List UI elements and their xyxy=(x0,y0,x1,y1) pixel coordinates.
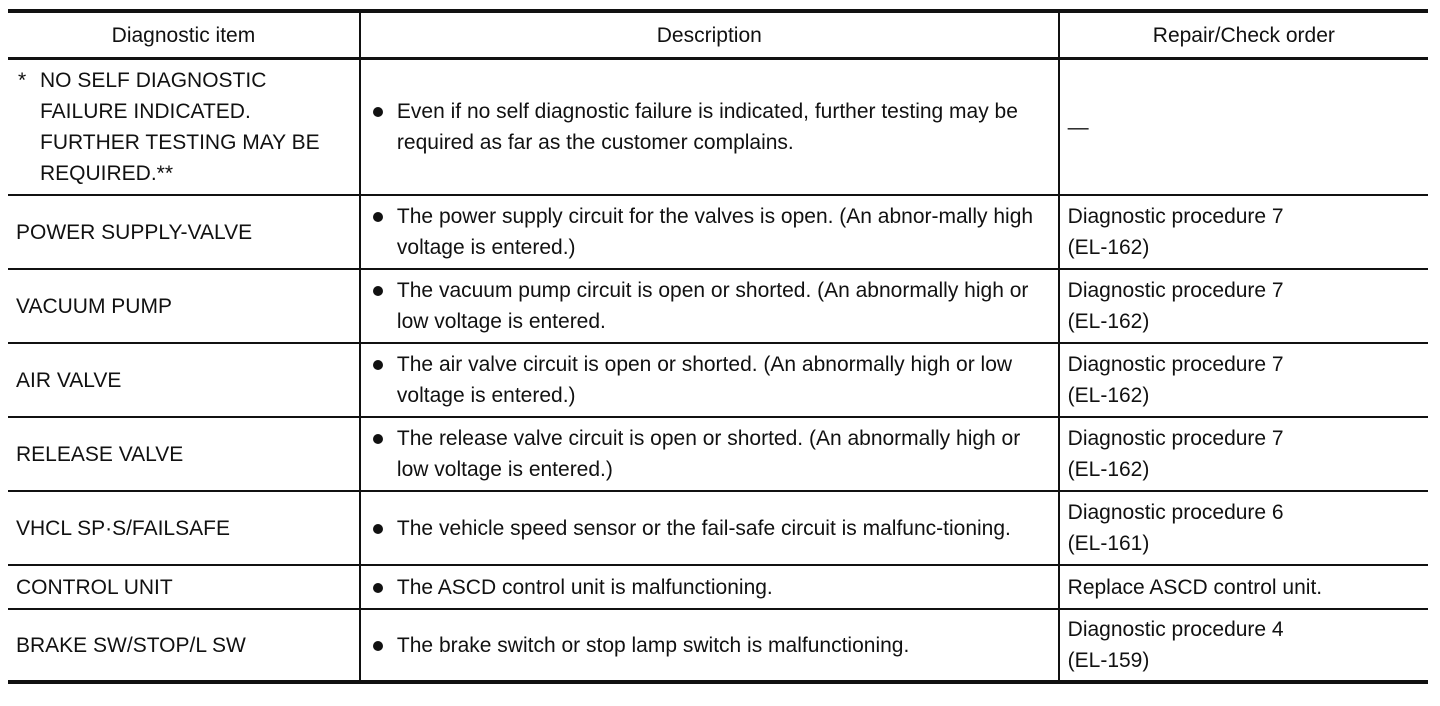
repair-line: Replace ASCD control unit. xyxy=(1067,575,1323,599)
repair-cell xyxy=(1059,565,1428,609)
table-row xyxy=(8,491,1428,565)
repair-cell: — xyxy=(1059,59,1428,196)
table-row xyxy=(8,195,1428,269)
description-text: The power supply circuit for the valves is open. (An abnor-mally high voltage is entered.) xyxy=(396,205,1034,259)
repair-line: Diagnostic procedure 7 xyxy=(1067,205,1284,228)
diagnostic-item-cell: VHCL SP·S/FAILSAFE xyxy=(8,491,360,565)
repair-cell xyxy=(1059,491,1428,565)
table-row xyxy=(8,417,1428,491)
bullet-icon xyxy=(369,423,397,454)
bullet-icon xyxy=(369,572,397,603)
description-text: The brake switch or stop lamp switch is malfunctioning. xyxy=(396,633,910,657)
table-row xyxy=(8,59,1428,196)
repair-line: (EL-162) xyxy=(1067,458,1150,481)
diagnostic-item-cell xyxy=(8,59,360,196)
description-cell xyxy=(360,269,1059,343)
repair-line: (EL-161) xyxy=(1067,532,1150,555)
header-diagnostic-item: Diagnostic item xyxy=(8,11,360,59)
table-row xyxy=(8,343,1428,417)
repair-line: Diagnostic procedure 7 xyxy=(1067,353,1284,376)
description-cell xyxy=(360,565,1059,609)
asterisk-marker: * xyxy=(18,69,27,92)
repair-cell xyxy=(1059,417,1428,491)
description-cell xyxy=(360,417,1059,491)
description-cell xyxy=(360,195,1059,269)
header-row xyxy=(8,11,1428,59)
header-description: Description xyxy=(360,11,1059,59)
item-line: FURTHER TESTING MAY BE xyxy=(40,131,320,154)
description-cell xyxy=(360,343,1059,417)
item-line: FAILURE INDICATED. xyxy=(40,100,251,123)
repair-cell xyxy=(1059,609,1428,682)
item-line: NO SELF DIAGNOSTIC xyxy=(40,69,267,92)
bullet-icon xyxy=(369,349,397,380)
description-text: The ASCD control unit is malfunctioning. xyxy=(396,575,773,599)
diagnostic-table xyxy=(8,9,1428,684)
repair-line: Diagnostic procedure 7 xyxy=(1067,427,1284,450)
description-cell xyxy=(360,491,1059,565)
description-text: The vacuum pump circuit is open or shorted. (An abnormally high or low voltage is entered. xyxy=(396,279,1029,333)
description-text: The vehicle speed sensor or the fail-safe circuit is malfunc-tioning. xyxy=(396,516,1011,540)
table-row xyxy=(8,609,1428,682)
diagnostic-item-cell: RELEASE VALVE xyxy=(8,417,360,491)
repair-line: (EL-162) xyxy=(1067,384,1150,407)
table-row xyxy=(8,269,1428,343)
description-text: The release valve circuit is open or shorted. (An abnormally high or low voltage is entered.) xyxy=(396,427,1021,481)
repair-line: Diagnostic procedure 6 xyxy=(1067,501,1284,524)
diagnostic-item-cell: VACUUM PUMP xyxy=(8,269,360,343)
repair-cell xyxy=(1059,269,1428,343)
repair-line: Diagnostic procedure 7 xyxy=(1067,279,1284,302)
diagnostic-item-cell: BRAKE SW/STOP/L SW xyxy=(8,609,360,682)
diagnostic-item-cell: AIR VALVE xyxy=(8,343,360,417)
bullet-icon xyxy=(369,201,397,232)
description-text: The air valve circuit is open or shorted. (An abnormally high or low voltage is entered.) xyxy=(396,353,1013,407)
description-cell xyxy=(360,59,1059,196)
table-row xyxy=(8,565,1428,609)
diagnostic-item-cell: POWER SUPPLY-VALVE xyxy=(8,195,360,269)
header-repair-check-order: Repair/Check order xyxy=(1059,11,1428,59)
item-line: REQUIRED.** xyxy=(40,162,174,185)
bullet-icon xyxy=(369,275,397,306)
diagnostic-item-cell: CONTROL UNIT xyxy=(8,565,360,609)
bullet-icon xyxy=(369,513,397,544)
repair-line: (EL-159) xyxy=(1067,649,1150,672)
repair-line: (EL-162) xyxy=(1067,236,1150,259)
bullet-icon xyxy=(369,96,397,127)
repair-line: Diagnostic procedure 4 xyxy=(1067,618,1284,641)
repair-cell xyxy=(1059,343,1428,417)
repair-cell xyxy=(1059,195,1428,269)
repair-line: (EL-162) xyxy=(1067,310,1150,333)
description-cell xyxy=(360,609,1059,682)
description-text: Even if no self diagnostic failure is indicated, further testing may be required as far as the customer complains. xyxy=(396,100,1018,154)
bullet-icon xyxy=(369,630,397,661)
